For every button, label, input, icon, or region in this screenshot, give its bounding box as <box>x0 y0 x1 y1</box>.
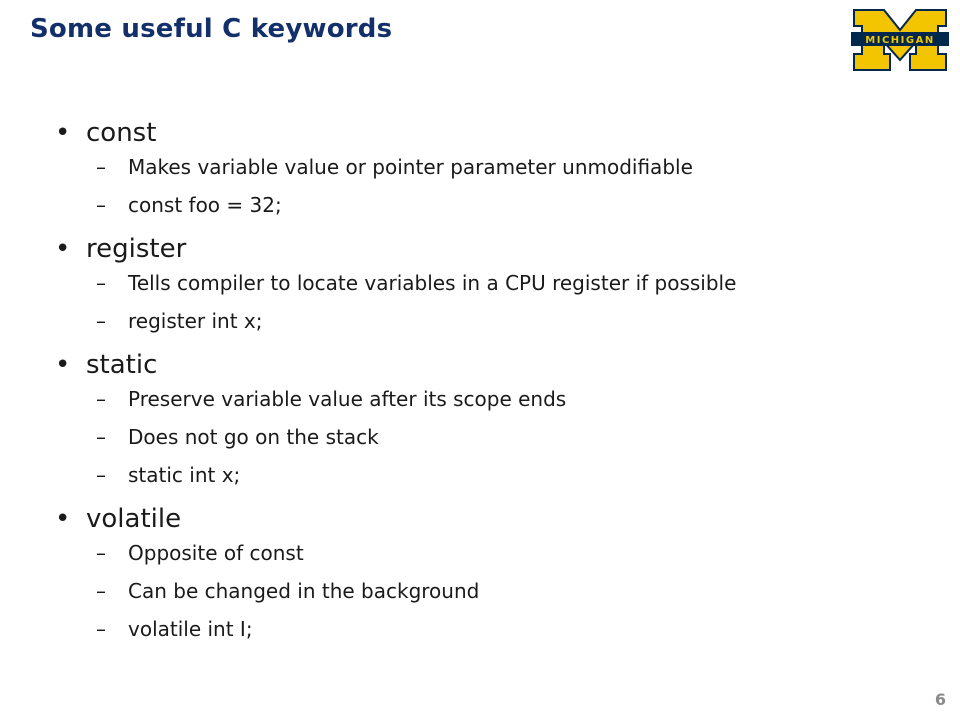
sub-item <box>0 148 960 186</box>
bullet-static <box>0 342 960 380</box>
sub-item <box>0 418 960 456</box>
michigan-block-m-logo <box>850 8 950 72</box>
dash-marker: – <box>96 617 106 641</box>
sub-item <box>0 186 960 224</box>
sub-item <box>0 264 960 302</box>
dash-marker: – <box>96 541 106 565</box>
sub-item-text: Does not go on the stack <box>128 425 379 449</box>
bullet-register <box>0 226 960 264</box>
sub-item <box>0 534 960 572</box>
sub-item-text: Tells compiler to locate variables in a CPU register if possible <box>128 271 737 295</box>
sub-item-text: const foo = 32; <box>128 193 282 217</box>
dash-marker: – <box>96 425 106 449</box>
logo-wordmark: MICHIGAN <box>865 35 935 46</box>
keyword-list <box>0 108 960 648</box>
sub-item-text: volatile int I; <box>128 617 253 641</box>
sub-item-text: Can be changed in the background <box>128 579 480 603</box>
sub-item-text: static int x; <box>128 463 241 487</box>
keyword-label: volatile <box>86 504 182 534</box>
bullet-const <box>0 110 960 148</box>
sub-item-text: Opposite of const <box>128 541 304 565</box>
sub-item <box>0 380 960 418</box>
bullet-marker: • <box>55 234 71 264</box>
dash-marker: – <box>96 463 106 487</box>
bullet-marker: • <box>55 350 71 380</box>
dash-marker: – <box>96 271 106 295</box>
dash-marker: – <box>96 193 106 217</box>
sub-item <box>0 572 960 610</box>
sub-item <box>0 610 960 648</box>
sub-item-text: register int x; <box>128 309 263 333</box>
dash-marker: – <box>96 387 106 411</box>
bullet-marker: • <box>55 118 71 148</box>
dash-marker: – <box>96 579 106 603</box>
keyword-label: static <box>86 350 158 380</box>
sub-item <box>0 302 960 340</box>
keyword-label: register <box>86 234 187 264</box>
sub-item-text: Makes variable value or pointer parameter unmodifiable <box>128 155 693 179</box>
sub-item-text: Preserve variable value after its scope ends <box>128 387 567 411</box>
bullet-volatile <box>0 496 960 534</box>
bullet-marker: • <box>55 504 71 534</box>
dash-marker: – <box>96 309 106 333</box>
sub-item <box>0 456 960 494</box>
slide-title: Some useful C keywords <box>30 14 393 44</box>
page-number: 6 <box>934 690 946 709</box>
dash-marker: – <box>96 155 106 179</box>
keyword-label: const <box>86 118 157 148</box>
